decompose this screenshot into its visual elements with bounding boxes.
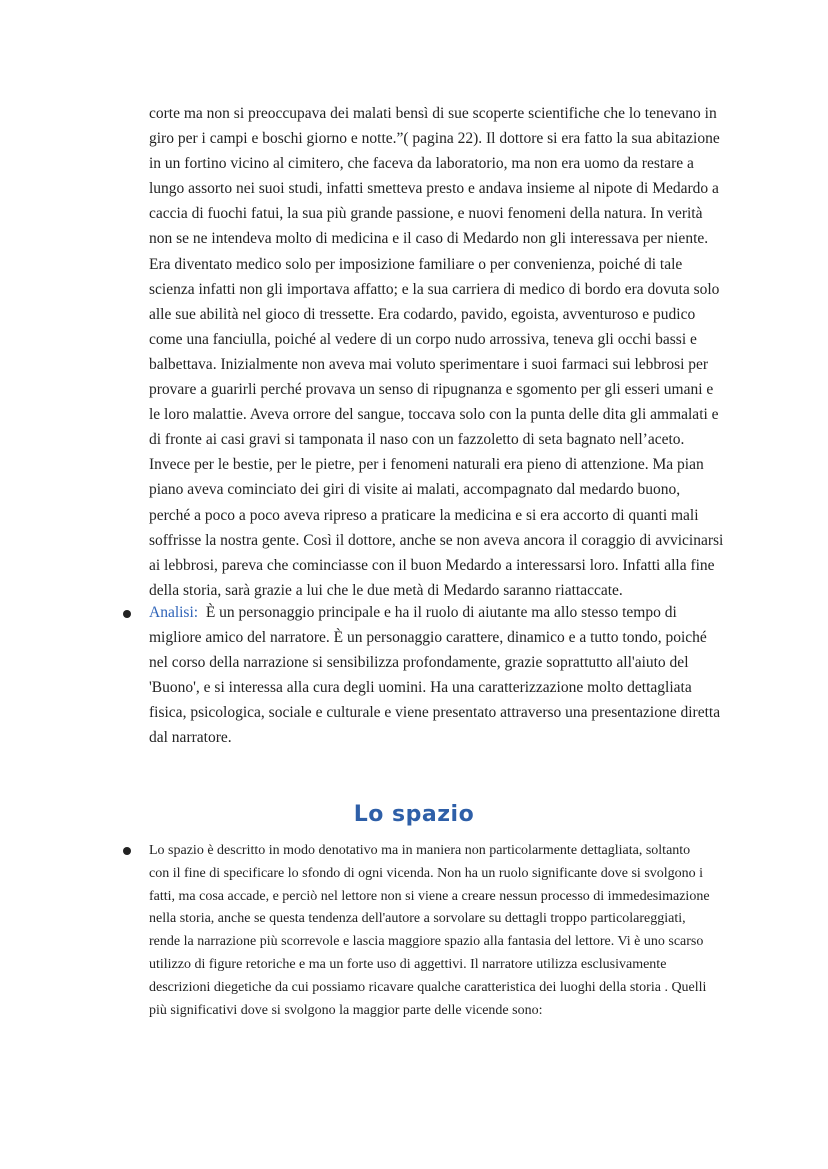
text-line: fisica, psicologica, sociale e culturale e viene presentato attraverso una presentazione diretta: [149, 704, 721, 722]
text-line: della storia, sarà grazie a lui che le due metà di Medardo saranno riattaccate.: [149, 581, 623, 599]
text-line: ai lebbrosi, pareva che cominciasse con il buon Medardo a interessarsi loro. Infatti alla fine: [149, 556, 715, 574]
text-line: di fronte ai casi gravi si tamponata il naso con un fazzoletto di seta bagnato nell’aceto.: [149, 431, 685, 449]
text-line: soffrisse la nostra gente. Così il dottore, anche se non aveva ancora il coraggio di avvicinarsi: [149, 531, 724, 549]
text-line: con il fine di specificare lo sfondo di ogni vicenda. Non ha un ruolo significante dove si svolgono i: [149, 865, 704, 881]
section-heading-lo-spazio: Lo spazio: [353, 802, 475, 827]
text-line: utilizzo di figure retoriche e ma un forte uso di aggettivi. Il narratore utilizza esclusivamente: [149, 956, 667, 972]
analisi-list-item: [149, 600, 729, 751]
text-line: nel corso della narrazione si sensibilizza profondamente, grazie soprattutto all'aiuto del: [149, 654, 689, 672]
text-line: descrizioni diegetiche da cui possiamo ricavare qualche caratteristica dei luoghi della storia . Quelli: [149, 979, 707, 995]
text-line: fatti, ma cosa accade, e perciò nel lettore non si viene a creare nessun processo di immedesimazione: [149, 888, 710, 904]
text-line: balbettava. Inizialmente non aveva mai voluto sperimentare i suoi farmaci sui lebbrosi per: [149, 355, 709, 373]
text-line: corte ma non si preoccupava dei malati bensì di sue scoperte scientifiche che lo tenevano in: [149, 105, 717, 122]
text-line: le loro malattie. Aveva orrore del sangue, toccava solo con la punta delle dita gli ammalati e: [149, 406, 719, 424]
text-line: lungo assorto nei suoi studi, infatti smetteva presto e andava insieme al nipote di Medardo a: [149, 180, 719, 198]
text-line: non se ne intendeva molto di medicina e il caso di Medardo non gli interessava per niente.: [149, 230, 709, 248]
bullet-point-icon: [123, 610, 131, 618]
text-line: giro per i campi e boschi giorno e notte.”( pagina 22). Il dottore si era fatto la sua abitazione: [149, 130, 720, 148]
text-line: provare a guarirli perché provava un senso di ripugnanza e sgomento per gli esseri umani e: [149, 381, 714, 399]
text-line: scienza infatti non gli importava affatto; e la sua carriera di medico di bordo era dovuta solo: [149, 280, 720, 298]
text-line: in un fortino vicino al cimitero, che faceva da laboratorio, ma non era uomo da restare a: [149, 155, 694, 173]
text-line: caccia di fuochi fatui, la sua più grande passione, e nuovi fenomeni della natura. In verità: [149, 205, 703, 223]
analisi-label: Analisi:: [149, 604, 199, 621]
text-line: alle sue abilità nel gioco di tressette. Era codardo, pavido, egoista, avventuroso e pudico: [149, 305, 696, 323]
text-line: come una fanciulla, poiché al vedere di un corpo nudo arrossiva, teneva gli occhi bassi e: [149, 330, 697, 348]
text-line: perché a poco a poco aveva ripreso a praticare la medicina e si era accorto di quanti mali: [149, 506, 699, 524]
text-line: [149, 600, 729, 625]
bullet-point-icon: [123, 847, 131, 855]
doctor-description-paragraph: [149, 101, 729, 603]
spazio-list-item: [149, 840, 729, 1022]
text-line: dal narratore.: [149, 729, 232, 747]
text-line: 'Buono', e si interessa alla cura degli uomini. Ha una caratterizzazione molto dettagliata: [149, 679, 692, 697]
text-line: rende la narrazione più scorrevole e lascia maggiore spazio alla fantasia del lettore. Vi è uno scarso: [149, 934, 704, 950]
text-line: migliore amico del narratore. È un personaggio carattere, dinamico e a tutto tondo, poiché: [149, 629, 707, 647]
text-line: nella storia, anche se questa tendenza dell'autore a sorvolare su dettagli troppo particolareggiati,: [149, 911, 686, 927]
analisi-first-line: È un personaggio principale e ha il ruolo di aiutante ma allo stesso tempo di: [198, 604, 677, 621]
text-line: più significativi dove si svolgono la maggior parte delle vicende sono:: [149, 1002, 543, 1018]
text-line: piano aveva cominciato dei giri di visite ai malati, accompagnato dal medardo buono,: [149, 481, 681, 499]
text-line: Lo spazio è descritto in modo denotativo ma in maniera non particolarmente dettagliata, soltanto: [149, 843, 691, 858]
text-line: Era diventato medico solo per imposizione familiare o per convenienza, poiché di tale: [149, 255, 683, 273]
text-line: Invece per le bestie, per le pietre, per i fenomeni naturali era pieno di attenzione. Ma pian: [149, 456, 704, 474]
